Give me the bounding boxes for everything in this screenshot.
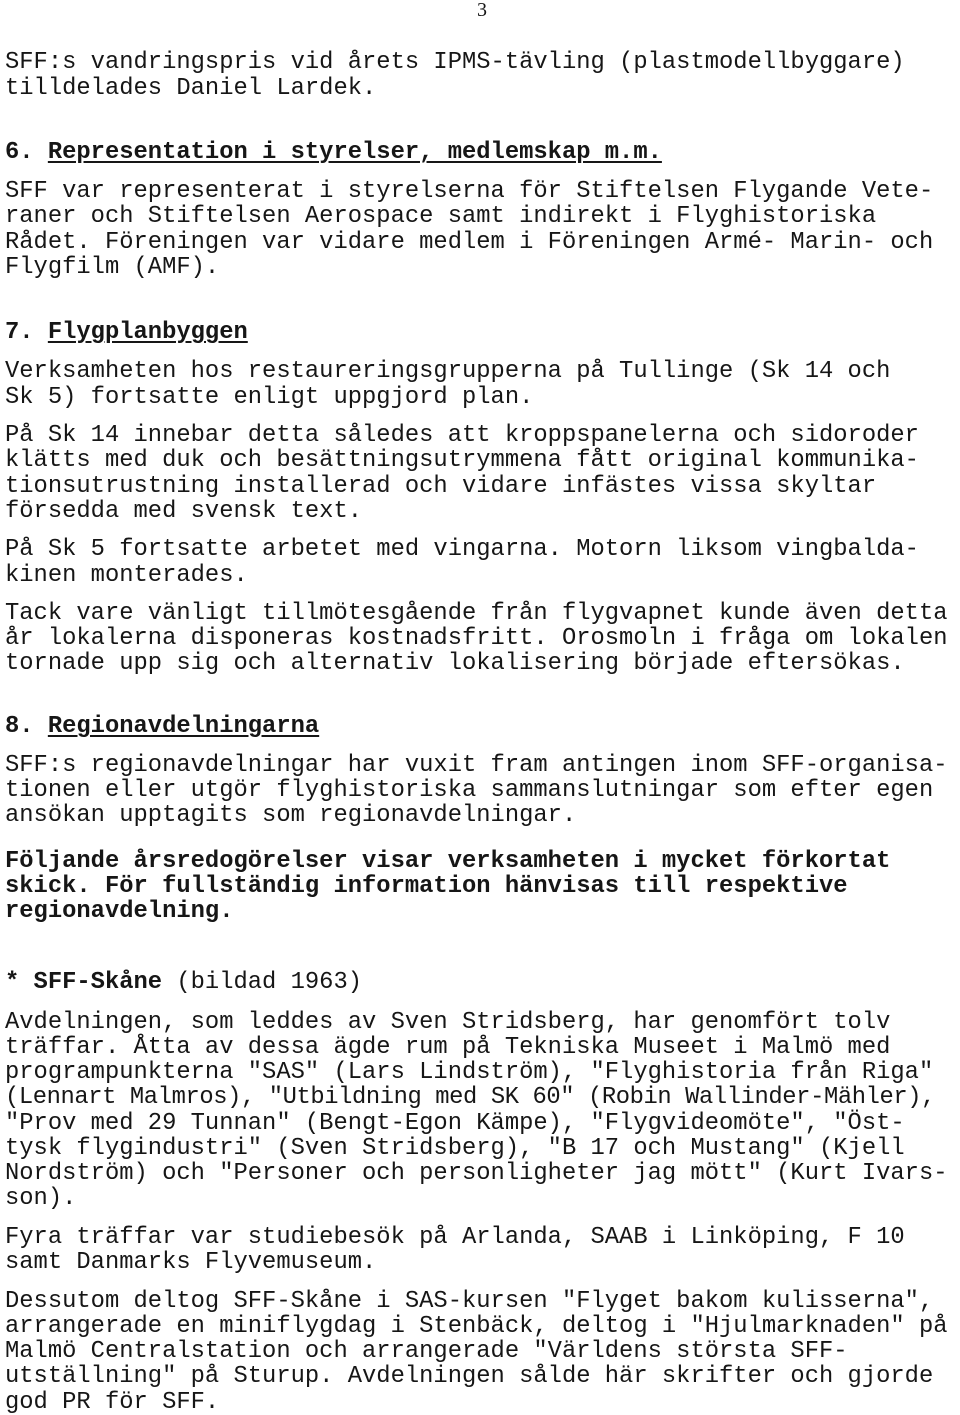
text-line: SFF:s regionavdelningar har vuxit fram antingen inom SFF-organisa-: [5, 752, 948, 779]
section-heading: [5, 141, 662, 165]
text-line: skick. För fullständig information hänvisas till respektive: [5, 873, 848, 900]
section-number: 6.: [5, 139, 34, 166]
text-line: tionsutrustning installerad och vidare infästes vissa skyltar: [5, 473, 877, 500]
text-line: SFF:s vandringspris vid årets IPMS-tävling (plastmodellbyggare): [5, 49, 905, 76]
text-line: ansökan upptagits som regionavdelningar.: [5, 802, 577, 829]
text-line: försedda med svensk text.: [5, 498, 363, 525]
text-line: Tack vare vänligt tillmötesgående från flygvapnet kunde även detta: [5, 600, 948, 627]
text-line: Rådet. Föreningen var vidare medlem i Föreningen Armé- Marin- och: [5, 229, 934, 256]
text-line: tilldelades Daniel Lardek.: [5, 75, 377, 102]
text-line: På Sk 5 fortsatte arbetet med vingarna. Motorn liksom vingbalda-: [5, 536, 919, 563]
text-line: raner och Stiftelsen Aerospace samt indirekt i Flyghistoriska: [5, 203, 877, 230]
text-line: SFF var representerat i styrelserna för Stiftelsen Flygande Vete-: [5, 178, 934, 205]
section-title: Representation i styrelser, medlemskap m.m.: [47, 139, 662, 166]
text-line: "Prov med 29 Tunnan" (Bengt-Egon Kämpe), "Flygvideomöte", "Öst-: [5, 1110, 905, 1137]
text-line: Malmö Centralstation och arrangerade "Världens största SFF-: [5, 1338, 848, 1365]
section-title: Regionavdelningarna: [47, 713, 320, 740]
text-line: tysk flygindustri" (Sven Stridsberg), "B 17 och Mustang" (Kjell: [5, 1135, 905, 1162]
region-founded: (bildad 1963): [176, 969, 363, 996]
text-line: Dessutom deltog SFF-Skåne i SAS-kursen "Flyget bakom kulisserna",: [5, 1288, 934, 1315]
text-line: arrangerade en miniflygdag i Stenbäck, deltog i "Hjulmarknaden" på: [5, 1313, 948, 1340]
text-line: god PR för SFF.: [5, 1389, 220, 1415]
text-line: Följande årsredogörelser visar verksamheten i mycket förkortat: [5, 848, 891, 875]
region-name: * SFF-Skåne: [5, 969, 163, 996]
text-line: tionen eller utgör flyghistoriska sammanslutningar som efter egen: [5, 777, 934, 804]
section-heading: [5, 715, 319, 739]
text-line: kinen monterades.: [5, 562, 248, 589]
section-heading: [5, 321, 248, 345]
page-number: 3: [477, 0, 487, 21]
text-line: samt Danmarks Flyvemuseum.: [5, 1249, 377, 1276]
text-line: (Lennart Malmros), "Utbildning med SK 60" (Robin Wallinder-Mähler),: [5, 1084, 935, 1111]
text-line: Avdelningen, som leddes av Sven Stridsberg, har genomfört tolv: [5, 1009, 891, 1036]
text-line: son).: [5, 1185, 77, 1212]
text-line: utställning" på Sturup. Avdelningen sålde här skrifter och gjorde: [5, 1363, 934, 1390]
text-line: programpunkterna "SAS" (Lars Lindström), "Flyghistoria från Riga": [5, 1059, 934, 1086]
text-line: regionavdelning.: [5, 898, 234, 925]
text-line: tornade upp sig och alternativ lokalisering började eftersökas.: [5, 650, 905, 677]
text-line: klätts med duk och besättningsutrymmena fått original kommunika-: [5, 447, 919, 474]
text-line: år lokalerna disponeras kostnadsfritt. Orosmoln i fråga om lokalen: [5, 625, 948, 652]
text-line: På Sk 14 innebar detta således att kroppspanelerna och sidoroder: [5, 422, 919, 449]
section-number: 8.: [5, 713, 34, 740]
section-title: Flygplanbyggen: [47, 319, 248, 346]
text-line: träffar. Åtta av dessa ägde rum på Tekniska Museet i Malmö med: [5, 1034, 891, 1061]
text-line: Verksamheten hos restaureringsgrupperna på Tullinge (Sk 14 och: [5, 358, 891, 385]
text-line: Sk 5) fortsatte enligt uppgjord plan.: [5, 384, 534, 411]
text-line: Nordström) och "Personer och personligheter jag mött" (Kurt Ivars-: [5, 1160, 948, 1187]
text-line: Flygfilm (AMF).: [5, 254, 220, 281]
section-number: 7.: [5, 319, 34, 346]
region-heading: [5, 971, 362, 995]
text-line: Fyra träffar var studiebesök på Arlanda, SAAB i Linköping, F 10: [5, 1224, 905, 1251]
